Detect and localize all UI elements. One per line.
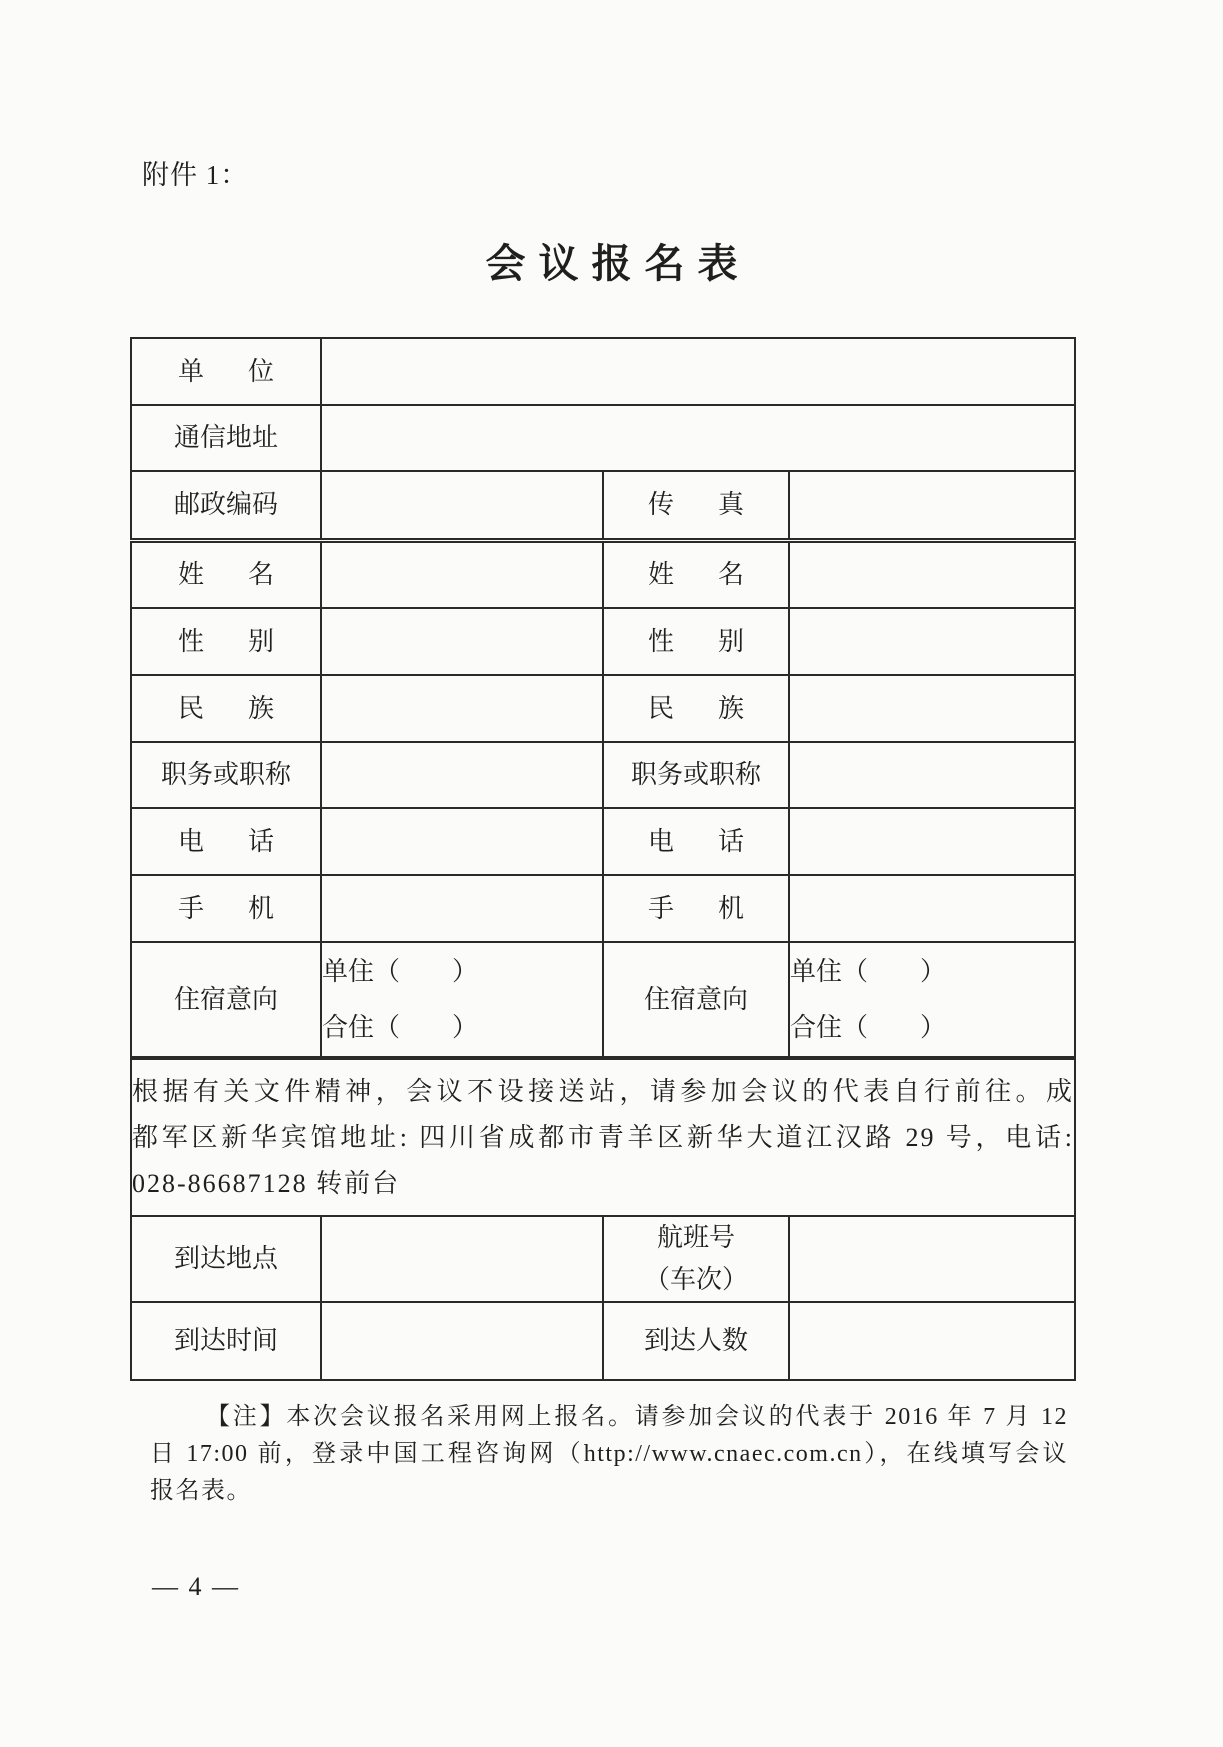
position-label-cell <box>603 742 789 808</box>
ethnicity-value-cell <box>321 675 603 742</box>
arrival-count-label-cell <box>603 1302 789 1380</box>
table-row <box>131 540 1075 608</box>
position-label: 职务或职称 <box>160 760 291 790</box>
ethnicity-label-cell <box>603 675 789 742</box>
mobile-value-cell <box>321 875 603 942</box>
name-value-cell <box>321 540 603 608</box>
mobile-label: 手机 <box>177 893 318 924</box>
address-label-cell <box>131 405 321 471</box>
table-row <box>131 1216 1075 1302</box>
table-row <box>131 942 1075 1058</box>
ethnicity-label-cell <box>131 675 321 742</box>
table-row <box>131 675 1075 742</box>
phone-value-cell <box>789 808 1075 875</box>
arrival-count-value-cell <box>789 1302 1075 1380</box>
mobile-value-cell <box>789 875 1075 942</box>
footnote-line: 报名表。 <box>150 1478 252 1504</box>
lodging-single-option: 单住（ ） <box>790 956 947 987</box>
lodging-shared-option: 合住（ ） <box>322 1012 479 1043</box>
mobile-label: 手机 <box>648 893 789 924</box>
mobile-label-cell <box>131 875 321 942</box>
phone-label: 电话 <box>648 826 789 857</box>
table-row <box>131 338 1075 405</box>
page-title: 会议报名表 <box>485 241 751 286</box>
arrival-time-value-cell <box>321 1302 603 1380</box>
address-label: 通信地址 <box>173 423 278 453</box>
ethnicity-value-cell <box>789 675 1075 742</box>
flight-value-cell <box>789 1216 1075 1302</box>
ethnicity-label: 民族 <box>648 693 789 724</box>
position-value-cell <box>789 742 1075 808</box>
notice-line: 根据有关文件精神，会议不设接送站，请参加会议的代表自行前往。成 <box>132 1076 1075 1106</box>
lodging-shared-option: 合住（ ） <box>790 1012 947 1043</box>
gender-label-cell <box>131 608 321 675</box>
notice-cell <box>131 1058 1075 1216</box>
address-value-cell <box>321 405 1075 471</box>
gender-value-cell <box>789 608 1075 675</box>
train-label: （车次） <box>643 1265 748 1295</box>
name-value-cell <box>789 540 1075 608</box>
fax-label: 传真 <box>648 489 789 520</box>
postcode-value-cell <box>321 471 603 540</box>
name-label-cell <box>603 540 789 608</box>
mobile-label-cell <box>603 875 789 942</box>
lodging-label-cell <box>603 942 789 1058</box>
gender-label: 性别 <box>648 626 789 657</box>
phone-label: 电话 <box>177 826 318 857</box>
lodging-label-cell <box>131 942 321 1058</box>
footnote-line: 【注】本次会议报名采用网上报名。请参加会议的代表于 2016 年 7 月 12 <box>206 1404 1068 1430</box>
notice-line: 都军区新华宾馆地址: 四川省成都市青羊区新华大道江汉路 29 号，电话: <box>132 1122 1075 1152</box>
table-row <box>131 808 1075 875</box>
table-row <box>131 471 1075 540</box>
table-row <box>131 875 1075 942</box>
table-row <box>131 405 1075 471</box>
table-row <box>131 1058 1075 1216</box>
lodging-single-option: 单住（ ） <box>322 956 479 987</box>
fax-label-cell <box>603 471 789 540</box>
notice-line: 028-86687128 转前台 <box>132 1168 401 1198</box>
position-label: 职务或职称 <box>630 760 761 790</box>
flight-label: 航班号 <box>656 1223 735 1253</box>
flight-label-cell <box>603 1216 789 1302</box>
lodging-label: 住宿意向 <box>643 984 748 1015</box>
phone-label-cell <box>603 808 789 875</box>
table-row <box>131 742 1075 808</box>
arrival-place-label: 到达地点 <box>173 1244 278 1274</box>
gender-value-cell <box>321 608 603 675</box>
arrival-time-label: 到达时间 <box>173 1326 278 1356</box>
footnote-line: 日 17:00 前，登录中国工程咨询网（http://www.cnaec.com.cn），在线填写会议 <box>150 1441 1068 1467</box>
table-row <box>131 1302 1075 1380</box>
arrival-time-label-cell <box>131 1302 321 1380</box>
lodging-label: 住宿意向 <box>173 984 278 1015</box>
table-row <box>131 608 1075 675</box>
attachment-label: 附件 1： <box>142 160 249 190</box>
gender-label-cell <box>603 608 789 675</box>
lodging-options-cell <box>321 942 603 1058</box>
arrival-count-label: 到达人数 <box>643 1326 748 1356</box>
phone-value-cell <box>321 808 603 875</box>
arrival-place-value-cell <box>321 1216 603 1302</box>
phone-label-cell <box>131 808 321 875</box>
arrival-place-label-cell <box>131 1216 321 1302</box>
ethnicity-label: 民族 <box>177 693 318 724</box>
name-label-cell <box>131 540 321 608</box>
unit-label: 单位 <box>177 356 318 387</box>
name-label: 姓名 <box>648 559 789 590</box>
fax-value-cell <box>789 471 1075 540</box>
unit-value-cell <box>321 338 1075 405</box>
postcode-label: 邮政编码 <box>173 489 278 520</box>
unit-label-cell <box>131 338 321 405</box>
page-number: — 4 — <box>152 1572 240 1601</box>
footnote <box>150 1399 1068 1510</box>
position-value-cell <box>321 742 603 808</box>
registration-form-table <box>130 337 1076 1381</box>
lodging-options-cell <box>789 942 1075 1058</box>
postcode-label-cell <box>131 471 321 540</box>
position-label-cell <box>131 742 321 808</box>
name-label: 姓名 <box>177 559 318 590</box>
gender-label: 性别 <box>177 626 318 657</box>
